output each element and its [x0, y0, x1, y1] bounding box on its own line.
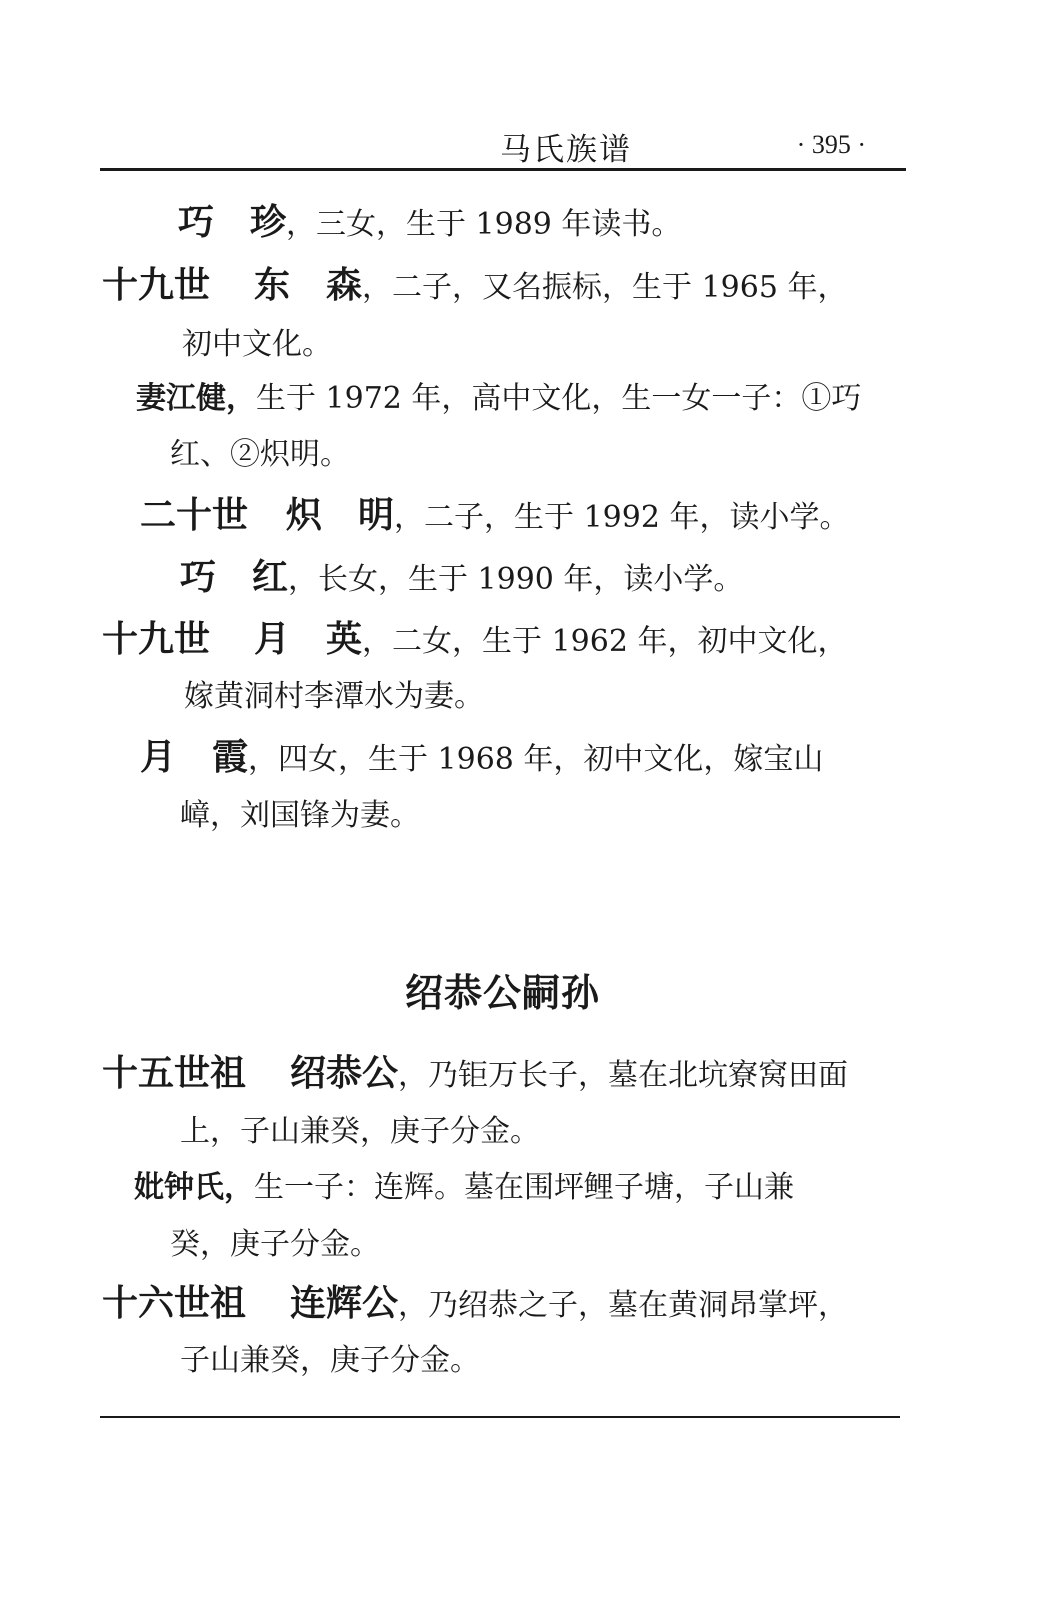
entry-continuation: 嫁黄洞村李潭水为妻。	[184, 679, 484, 714]
person-name: 炽 明	[286, 495, 395, 536]
entry-line	[140, 496, 849, 538]
entry-line	[180, 558, 743, 600]
entry-line	[102, 620, 847, 662]
person-name: 巧 红	[180, 557, 289, 598]
entry-text: ，二女，生于 1962 年，初中文化，	[362, 624, 848, 659]
entry-continuation: 子山兼癸，庚子分金。	[180, 1343, 480, 1378]
entry-line	[102, 266, 847, 308]
entry-line	[178, 203, 681, 245]
generation-label: 十六世祖	[102, 1283, 247, 1324]
entry-text: 生于 1972 年，高中文化，生一女一子：①巧	[256, 381, 862, 416]
person-name: 巧 珍	[178, 202, 287, 243]
header-rule	[100, 168, 906, 171]
entry-text: ，三女，生于 1989 年读书。	[286, 207, 682, 242]
generation-label: 十九世	[102, 619, 211, 660]
page-header	[100, 118, 906, 170]
entry-continuation: 上，子山兼癸，庚子分金。	[180, 1114, 540, 1149]
entry-text: 生一子：连辉。墓在围坪鲤子塘，子山兼	[254, 1170, 794, 1205]
entry-continuation: 癸，庚子分金。	[170, 1227, 380, 1262]
person-name: 月 英	[254, 619, 363, 660]
entry-text: ，四女，生于 1968 年，初中文化，嫁宝山	[248, 742, 824, 777]
entry-text: ，长女，生于 1990 年，读小学。	[288, 562, 744, 597]
section-title: 绍恭公嗣孙	[404, 971, 600, 1015]
generation-label: 二十世	[140, 495, 249, 536]
entry-line	[102, 1054, 848, 1096]
book-title: 马氏族谱	[500, 132, 632, 168]
entry-line	[102, 1284, 848, 1326]
person-name: 连辉公	[290, 1283, 399, 1324]
entry-text: ，二子，生于 1992 年，读小学。	[394, 500, 850, 535]
spouse-name: 妻江健，	[136, 381, 256, 416]
generation-label: 十五世祖	[102, 1053, 247, 1094]
entry-text: ，乃钜万长子，墓在北坑寮窝田面	[398, 1058, 849, 1093]
entry-continuation: 初中文化。	[182, 327, 332, 362]
spouse-line	[136, 379, 861, 419]
person-name: 绍恭公	[290, 1053, 399, 1094]
entry-continuation: 嶂，刘国锋为妻。	[180, 798, 420, 833]
person-name: 月 霞	[140, 737, 249, 778]
spouse-line	[134, 1168, 794, 1208]
entry-text: ，乃绍恭之子，墓在黄洞昂掌坪，	[398, 1288, 849, 1323]
spouse-name: 妣钟氏，	[134, 1170, 254, 1205]
entry-continuation: 红、②炽明。	[170, 437, 350, 472]
entry-line	[140, 738, 823, 780]
person-name: 东 森	[254, 265, 363, 306]
page-number: · 395 ·	[796, 130, 866, 159]
footer-rule	[100, 1416, 900, 1418]
entry-text: ，二子，又名振标，生于 1965 年，	[362, 270, 848, 305]
generation-label: 十九世	[102, 265, 211, 306]
